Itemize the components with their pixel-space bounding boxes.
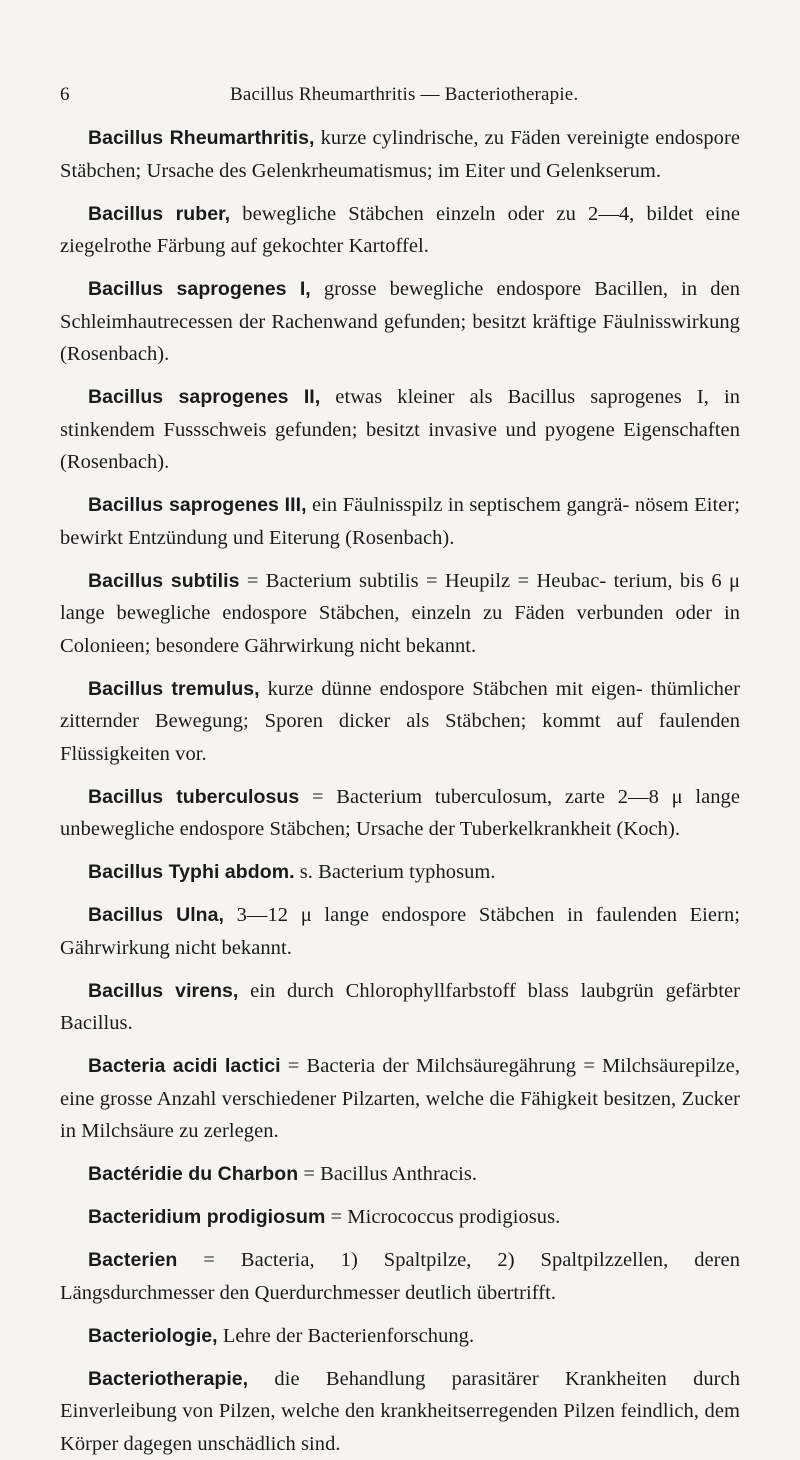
entry-headword: Bacillus Typhi abdom. xyxy=(88,861,295,883)
entry-headword: Bactéridie du Charbon xyxy=(88,1163,298,1185)
entry-headword: Bacterien xyxy=(88,1249,177,1271)
entry-headword: Bacteriotherapie, xyxy=(88,1368,248,1390)
entry-headword: Bacillus saprogenes I, xyxy=(88,278,311,300)
entry-text: = Bacterium tuberculosum, zarte 2—8 μ lange unbewegliche endospore Stäbchen; Ursache der Tuberkelkrankheit (Koch). xyxy=(60,786,740,841)
entry-text: kurze cylindrische, zu Fäden vereinigte endospore Stäbchen; Ursache des Gelenkrheumatismus; im Eiter und Gelenkserum. xyxy=(60,127,740,182)
entry-headword: Bacillus saprogenes II, xyxy=(88,386,320,408)
entry-bacteridie-du-charbon xyxy=(60,1158,740,1191)
entry-bacillus-saprogenes-3 xyxy=(60,489,740,554)
entry-text: grosse bewegliche endospore Bacillen, in den Schleimhautrecessen der Rachenwand gefunden; besitzt kräftige Fäulnisswirkung (Rosenbach). xyxy=(60,278,740,365)
page-header xyxy=(60,84,740,120)
entry-text: = Bacteria, 1) Spaltpilze, 2) Spaltpilzzellen, deren Längsdurchmesser den Querdurchmesser deutlich übertrifft. xyxy=(60,1249,740,1304)
entry-bacillus-tuberculosus xyxy=(60,781,740,846)
entry-bacillus-saprogenes-1 xyxy=(60,273,740,371)
entry-text: = Bacteria der Milchsäuregährung = Milchsäurepilze, eine grosse Anzahl verschiedener Pilzarten, welche die Fähigkeit besitzen, Zucker in Milchsäure zu zerlegen. xyxy=(60,1055,740,1142)
entry-headword: Bacillus Ulna, xyxy=(88,904,224,926)
entry-bacteriotherapie xyxy=(60,1363,740,1460)
entry-bacteriologie xyxy=(60,1320,740,1353)
entry-text: ein durch Chlorophyllfarbstoff blass laubgrün gefärbter Bacillus. xyxy=(60,980,740,1035)
entry-text: = Micrococcus prodigiosus. xyxy=(325,1206,560,1228)
entry-headword: Bacillus Rheumarthritis, xyxy=(88,127,314,149)
page-number: 6 xyxy=(60,84,230,106)
entry-headword: Bacteria acidi lactici xyxy=(88,1055,281,1077)
entry-headword: Bacillus subtilis xyxy=(88,570,239,592)
entry-headword: Bacillus saprogenes III, xyxy=(88,494,307,516)
entry-headword: Bacteriologie, xyxy=(88,1325,218,1347)
entry-bacillus-tremulus xyxy=(60,673,740,771)
entry-bacteria-acidi-lactici xyxy=(60,1050,740,1148)
entry-headword: Bacillus ruber, xyxy=(88,203,230,225)
entry-text: = Bacillus Anthracis. xyxy=(298,1163,477,1185)
entry-bacterien xyxy=(60,1244,740,1309)
entry-bacillus-virens xyxy=(60,975,740,1040)
entry-text: 3—12 μ lange endospore Stäbchen in faulenden Eiern; Gährwirkung nicht bekannt. xyxy=(60,904,740,959)
entry-text: ein Fäulnisspilz in septischem gangrä- nösem Eiter; bewirkt Entzündung und Eiterung (Rosenbach). xyxy=(60,494,740,549)
entry-bacillus-rheumarthritis xyxy=(60,122,740,187)
entry-text: die Behandlung parasitärer Krankheiten durch Einverleibung von Pilzen, welche den krankheitserregenden Pilzen feindlich, dem Körper dagegen unschädlich sind. xyxy=(60,1368,740,1455)
entry-text: kurze dünne endospore Stäbchen mit eigen- thümlicher zitternder Bewegung; Sporen dicker als Stäbchen; kommt auf faulenden Flüssigkeiten vor. xyxy=(60,678,740,765)
entry-text: bewegliche Stäbchen einzeln oder zu 2—4, bildet eine ziegelrothe Färbung auf gekochter Kartoffel. xyxy=(60,203,740,258)
entry-bacillus-typhi-abdom xyxy=(60,856,740,889)
entry-headword: Bacteridium prodigiosum xyxy=(88,1206,325,1228)
entry-text: etwas kleiner als Bacillus saprogenes I, in stinkendem Fussschweis gefunden; besitzt invasive und pyogene Eigenschaften (Rosenbach). xyxy=(60,386,740,473)
entry-headword: Bacillus virens, xyxy=(88,980,238,1002)
entry-bacillus-subtilis xyxy=(60,565,740,663)
entry-headword: Bacillus tremulus, xyxy=(88,678,260,700)
entry-bacillus-ulna xyxy=(60,899,740,964)
entry-bacillus-saprogenes-2 xyxy=(60,381,740,479)
entry-text: Lehre der Bacterienforschung. xyxy=(218,1325,475,1347)
dictionary-entries xyxy=(60,122,740,1460)
running-title: Bacillus Rheumarthritis — Bacteriotherapie. xyxy=(230,84,740,106)
entry-bacillus-ruber xyxy=(60,198,740,263)
entry-text: = Bacterium subtilis = Heupilz = Heubac- terium, bis 6 μ lange bewegliche endospore Stäbchen, einzeln zu Fäden verbunden oder in Colonieen; besondere Gährwirkung nicht bekannt. xyxy=(60,570,740,657)
entry-headword: Bacillus tuberculosus xyxy=(88,786,299,808)
entry-text: s. Bacterium typhosum. xyxy=(295,861,496,883)
entry-bacteridium-prodigiosum xyxy=(60,1201,740,1234)
